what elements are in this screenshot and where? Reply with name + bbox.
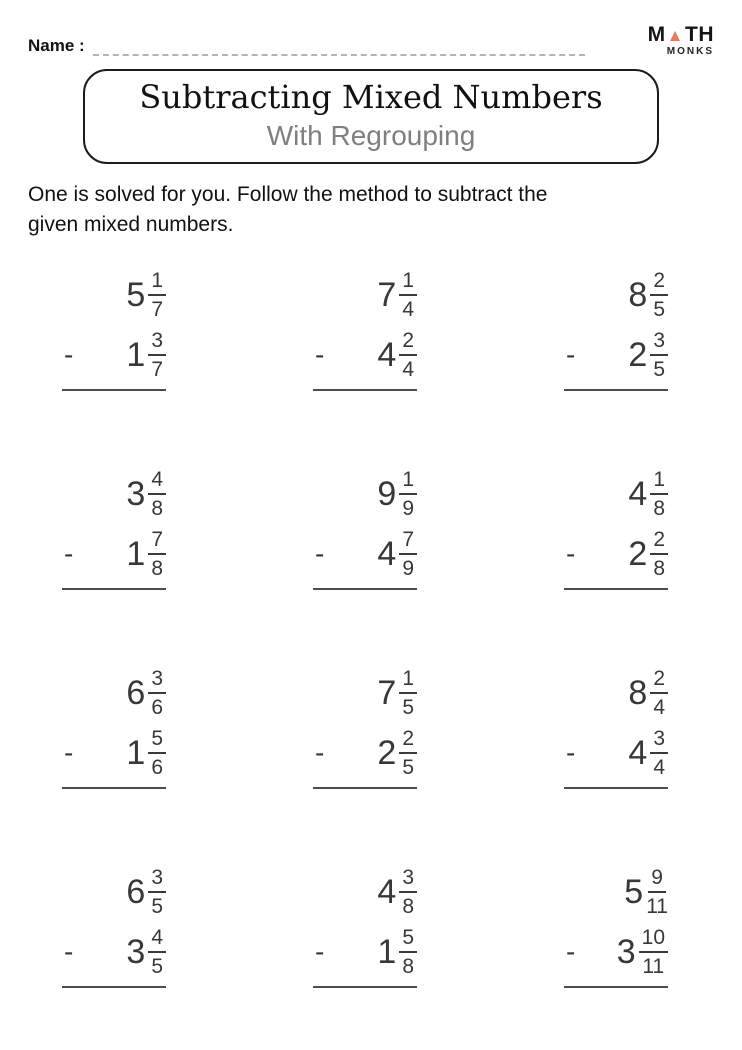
subtrahend-denominator: 8 bbox=[653, 556, 665, 580]
name-label: Name : bbox=[28, 36, 85, 55]
minuend bbox=[62, 668, 166, 718]
subtrahend-numerator: 5 bbox=[399, 927, 417, 953]
minuend-numerator: 1 bbox=[148, 270, 166, 296]
header bbox=[28, 22, 714, 57]
minus-sign: - bbox=[64, 736, 74, 768]
subtrahend-numerator: 3 bbox=[650, 728, 668, 754]
minuend-fraction bbox=[399, 668, 417, 718]
minuend bbox=[313, 867, 417, 917]
subtrahend bbox=[564, 927, 668, 977]
minuend-numerator: 1 bbox=[399, 668, 417, 694]
instruction-text bbox=[28, 180, 714, 240]
answer-line bbox=[313, 588, 417, 590]
subtrahend bbox=[62, 529, 166, 579]
minuend-denominator: 6 bbox=[151, 695, 163, 719]
subtrahend-fraction bbox=[148, 330, 166, 380]
logo-wordmark bbox=[648, 24, 714, 45]
minus-sign: - bbox=[64, 537, 74, 569]
answer-line bbox=[564, 588, 668, 590]
subtrahend-whole: 2 bbox=[628, 534, 648, 573]
problem-6 bbox=[564, 469, 668, 590]
subtrahend-whole: 4 bbox=[377, 335, 397, 374]
answer-line bbox=[62, 787, 166, 789]
minuend-whole: 3 bbox=[126, 474, 146, 513]
minuend-numerator: 1 bbox=[399, 469, 417, 495]
subtrahend-denominator: 4 bbox=[653, 755, 665, 779]
subtrahend-numerator: 3 bbox=[650, 330, 668, 356]
minus-sign: - bbox=[566, 736, 576, 768]
minus-sign: - bbox=[566, 537, 576, 569]
subtrahend-numerator: 2 bbox=[399, 728, 417, 754]
problem-2 bbox=[313, 270, 417, 391]
minus-sign: - bbox=[315, 537, 325, 569]
problem-1 bbox=[62, 270, 166, 391]
minuend-denominator: 7 bbox=[151, 297, 163, 321]
problem-4 bbox=[62, 469, 166, 590]
subtrahend-whole: 2 bbox=[628, 335, 648, 374]
minuend-numerator: 9 bbox=[648, 867, 666, 893]
minuend-numerator: 2 bbox=[650, 668, 668, 694]
subtrahend-numerator: 7 bbox=[399, 529, 417, 555]
minuend bbox=[313, 270, 417, 320]
logo-triangle-icon: ▲ bbox=[666, 26, 684, 45]
minuend-numerator: 3 bbox=[148, 867, 166, 893]
subtrahend-whole: 3 bbox=[616, 932, 636, 971]
subtrahend bbox=[564, 330, 668, 380]
answer-line bbox=[313, 389, 417, 391]
subtrahend-numerator: 7 bbox=[148, 529, 166, 555]
minuend-denominator: 5 bbox=[653, 297, 665, 321]
name-fill-line bbox=[93, 34, 585, 56]
answer-line bbox=[62, 986, 166, 988]
minuend-denominator: 5 bbox=[402, 695, 414, 719]
minuend-whole: 6 bbox=[126, 872, 146, 911]
minuend-fraction bbox=[650, 270, 668, 320]
minuend-fraction bbox=[148, 668, 166, 718]
subtrahend bbox=[313, 330, 417, 380]
minuend-fraction bbox=[399, 270, 417, 320]
answer-line bbox=[62, 588, 166, 590]
minuend bbox=[313, 668, 417, 718]
subtrahend-numerator: 2 bbox=[399, 330, 417, 356]
subtrahend-fraction bbox=[650, 728, 668, 778]
subtrahend bbox=[313, 529, 417, 579]
problem-9 bbox=[564, 668, 668, 789]
answer-line bbox=[564, 389, 668, 391]
subtrahend bbox=[313, 927, 417, 977]
subtrahend-whole: 1 bbox=[126, 534, 146, 573]
minuend bbox=[62, 270, 166, 320]
minuend-fraction bbox=[650, 668, 668, 718]
logo-letters-th: TH bbox=[685, 23, 714, 46]
minuend bbox=[564, 867, 668, 917]
problem-11 bbox=[313, 867, 417, 988]
subtrahend-whole: 1 bbox=[377, 932, 397, 971]
subtrahend-denominator: 5 bbox=[402, 755, 414, 779]
math-monks-logo bbox=[648, 22, 714, 57]
subtrahend-fraction bbox=[650, 529, 668, 579]
subtrahend bbox=[313, 728, 417, 778]
minus-sign: - bbox=[566, 935, 576, 967]
minuend-denominator: 5 bbox=[151, 894, 163, 918]
subtrahend-denominator: 5 bbox=[653, 357, 665, 381]
subtrahend-denominator: 7 bbox=[151, 357, 163, 381]
minuend-fraction bbox=[148, 867, 166, 917]
minus-sign: - bbox=[566, 338, 576, 370]
subtrahend-numerator: 10 bbox=[639, 927, 668, 953]
minuend bbox=[62, 867, 166, 917]
problem-3 bbox=[564, 270, 668, 391]
minuend-denominator: 11 bbox=[646, 894, 668, 918]
problem-5 bbox=[313, 469, 417, 590]
answer-line bbox=[313, 986, 417, 988]
subtrahend-whole: 4 bbox=[377, 534, 397, 573]
page-subtitle: With Regrouping bbox=[266, 120, 476, 152]
minuend-whole: 4 bbox=[377, 872, 397, 911]
title-box bbox=[83, 69, 659, 164]
minuend-numerator: 2 bbox=[650, 270, 668, 296]
minuend-fraction bbox=[148, 469, 166, 519]
name-block bbox=[28, 34, 585, 56]
answer-line bbox=[564, 986, 668, 988]
logo-letter-m: M bbox=[647, 23, 666, 46]
subtrahend bbox=[62, 330, 166, 380]
instruction-line-1: One is solved for you. Follow the method to subtract the bbox=[28, 182, 548, 206]
minuend-numerator: 4 bbox=[148, 469, 166, 495]
minuend-numerator: 3 bbox=[399, 867, 417, 893]
problems-grid bbox=[28, 270, 714, 988]
subtrahend-numerator: 4 bbox=[148, 927, 166, 953]
minuend-numerator: 3 bbox=[148, 668, 166, 694]
subtrahend-fraction bbox=[399, 330, 417, 380]
minuend bbox=[564, 469, 668, 519]
subtrahend bbox=[62, 728, 166, 778]
minus-sign: - bbox=[315, 935, 325, 967]
subtrahend-fraction bbox=[148, 927, 166, 977]
minuend-denominator: 8 bbox=[402, 894, 414, 918]
subtrahend-numerator: 2 bbox=[650, 529, 668, 555]
subtrahend-denominator: 8 bbox=[151, 556, 163, 580]
subtrahend-fraction bbox=[148, 529, 166, 579]
minuend-fraction bbox=[399, 867, 417, 917]
minuend-denominator: 8 bbox=[653, 496, 665, 520]
subtrahend-fraction bbox=[639, 927, 668, 977]
subtrahend bbox=[62, 927, 166, 977]
minuend-whole: 5 bbox=[624, 872, 644, 911]
minuend-fraction bbox=[646, 867, 668, 917]
minuend-fraction bbox=[148, 270, 166, 320]
minus-sign: - bbox=[64, 935, 74, 967]
minuend-numerator: 1 bbox=[399, 270, 417, 296]
subtrahend-fraction bbox=[399, 927, 417, 977]
minuend-whole: 7 bbox=[377, 673, 397, 712]
subtrahend-fraction bbox=[650, 330, 668, 380]
minuend-whole: 6 bbox=[126, 673, 146, 712]
minuend-numerator: 1 bbox=[650, 469, 668, 495]
subtrahend-fraction bbox=[399, 728, 417, 778]
minuend-fraction bbox=[650, 469, 668, 519]
answer-line bbox=[313, 787, 417, 789]
minuend-whole: 8 bbox=[628, 673, 648, 712]
subtrahend bbox=[564, 529, 668, 579]
problem-10 bbox=[62, 867, 166, 988]
subtrahend-whole: 4 bbox=[628, 733, 648, 772]
subtrahend bbox=[564, 728, 668, 778]
minuend bbox=[313, 469, 417, 519]
subtrahend-denominator: 6 bbox=[151, 755, 163, 779]
subtrahend-numerator: 5 bbox=[148, 728, 166, 754]
answer-line bbox=[564, 787, 668, 789]
minuend-fraction bbox=[399, 469, 417, 519]
instruction-line-2: given mixed numbers. bbox=[28, 212, 234, 236]
subtrahend-numerator: 3 bbox=[148, 330, 166, 356]
minus-sign: - bbox=[315, 736, 325, 768]
logo-subtext: MONKS bbox=[666, 46, 714, 57]
answer-line bbox=[62, 389, 166, 391]
minuend-whole: 9 bbox=[377, 474, 397, 513]
minuend-denominator: 9 bbox=[402, 496, 414, 520]
minuend-whole: 8 bbox=[628, 275, 648, 314]
minuend-denominator: 8 bbox=[151, 496, 163, 520]
problem-8 bbox=[313, 668, 417, 789]
subtrahend-whole: 1 bbox=[126, 733, 146, 772]
subtrahend-denominator: 4 bbox=[402, 357, 414, 381]
subtrahend-denominator: 5 bbox=[151, 954, 163, 978]
minuend-denominator: 4 bbox=[653, 695, 665, 719]
subtrahend-denominator: 9 bbox=[402, 556, 414, 580]
problem-7 bbox=[62, 668, 166, 789]
subtrahend-denominator: 11 bbox=[642, 954, 665, 978]
problem-12 bbox=[564, 867, 668, 988]
page-title: Subtracting Mixed Numbers bbox=[139, 78, 603, 116]
minus-sign: - bbox=[64, 338, 74, 370]
minuend-whole: 7 bbox=[377, 275, 397, 314]
subtrahend-whole: 2 bbox=[377, 733, 397, 772]
minuend bbox=[564, 668, 668, 718]
subtrahend-fraction bbox=[399, 529, 417, 579]
subtrahend-whole: 3 bbox=[126, 932, 146, 971]
subtrahend-denominator: 8 bbox=[402, 954, 414, 978]
minuend bbox=[564, 270, 668, 320]
minuend-whole: 5 bbox=[126, 275, 146, 314]
subtrahend-fraction bbox=[148, 728, 166, 778]
minuend-whole: 4 bbox=[628, 474, 648, 513]
subtrahend-whole: 1 bbox=[126, 335, 146, 374]
minuend bbox=[62, 469, 166, 519]
minus-sign: - bbox=[315, 338, 325, 370]
minuend-denominator: 4 bbox=[402, 297, 414, 321]
